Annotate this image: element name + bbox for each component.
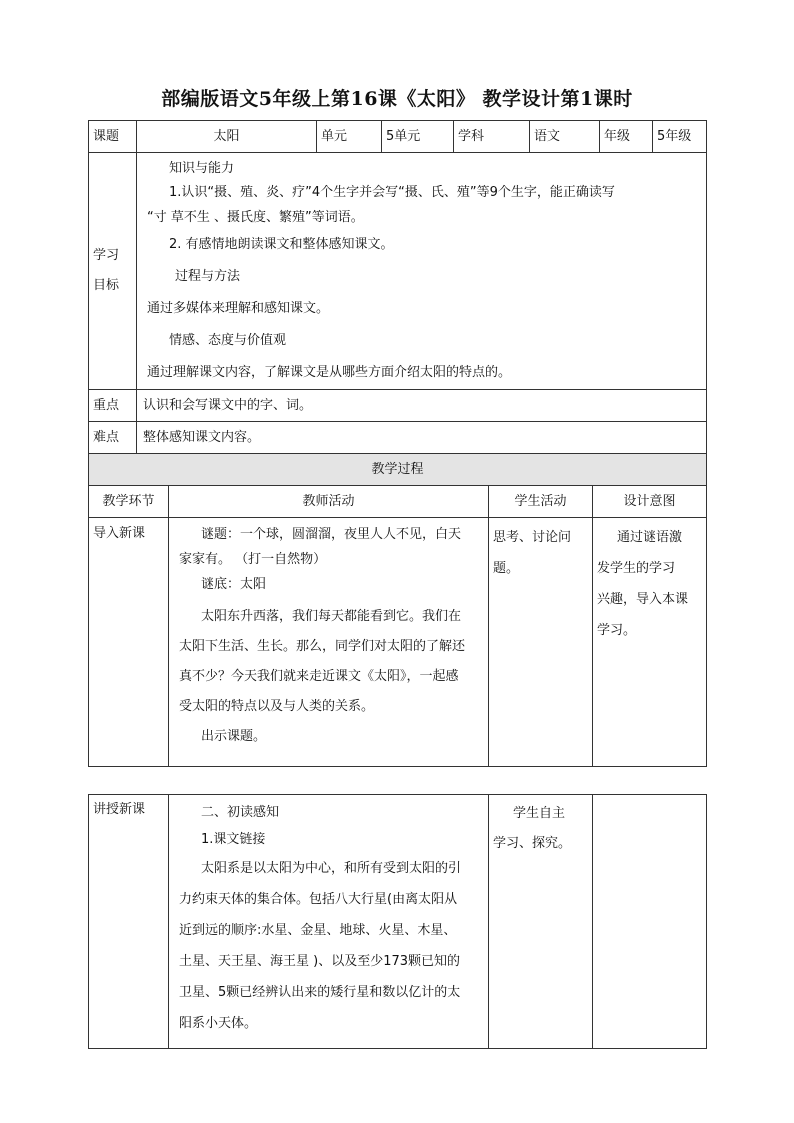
teach-line5: 卫星、5颗已经辨认出来的矮行星和数以亿计的太 <box>179 985 461 1000</box>
emotion-heading: 情感、态度与价值观 <box>169 333 287 348</box>
unit-value: 5单元 <box>382 121 454 153</box>
teach-teacher-activity <box>169 795 489 1049</box>
teach-line1: 太阳系是以太阳为中心，和所有受到太阳的引 <box>201 861 462 876</box>
teach-stage: 讲授新课 <box>89 795 169 1049</box>
col-stage: 教学环节 <box>89 486 169 518</box>
key-point-row <box>89 390 707 422</box>
intro-para-line2: 太阳下生活、生长。那么，同学们对太阳的了解还 <box>179 639 466 654</box>
objectives-row <box>89 153 707 390</box>
teach-sub: 1.课文链接 <box>201 832 266 847</box>
riddle-line1: 谜题：一个球，圆溜溜，夜里人人不见，白天 <box>201 527 462 542</box>
info-row <box>89 121 707 153</box>
teach-heading: 二、初读感知 <box>201 805 280 820</box>
objective-item1-line2: “寸 草不生 、摄氏度、繁殖”等词语。 <box>147 210 364 225</box>
process-text: 通过多媒体来理解和感知课文。 <box>147 301 330 316</box>
lesson-value: 太阳 <box>137 121 317 153</box>
difficulty-label: 难点 <box>89 422 137 454</box>
objectives-label: 学习 目标 <box>89 153 137 390</box>
process-header-row <box>89 454 707 486</box>
teach-design-intent <box>593 795 707 1049</box>
riddle-answer: 谜底：太阳 <box>201 577 267 592</box>
teach-line2: 力约束天体的集合体。包括八大行星(由离太阳从 <box>179 892 458 907</box>
teach-row <box>89 795 707 1049</box>
col-intent: 设计意图 <box>593 486 707 518</box>
unit-label: 单元 <box>317 121 382 153</box>
process-columns-row <box>89 486 707 518</box>
riddle-line2: 家家有。 （打一自然物） <box>179 552 327 567</box>
process-section-header: 教学过程 <box>89 454 707 486</box>
intro-design-intent: 通过谜语激 发学生的学习 兴趣，导入本课 学习。 <box>593 518 707 767</box>
process-table-continued <box>88 794 707 1049</box>
teach-line3: 近到远的顺序:水星、金星、地球、火星、木星、 <box>179 923 457 938</box>
intro-para-line3: 真不少？今天我们就来走近课文《太阳》，一起感 <box>179 669 459 684</box>
subject-value: 语文 <box>530 121 600 153</box>
intro-show-title: 出示课题。 <box>201 729 267 744</box>
intro-para-line1: 太阳东升西落，我们每天都能看到它。我们在 <box>201 609 462 624</box>
knowledge-heading: 知识与能力 <box>169 161 235 176</box>
intro-para-line4: 受太阳的特点以及与人类的关系。 <box>179 699 375 714</box>
difficulty-text: 整体感知课文内容。 <box>137 422 707 454</box>
lesson-info-table <box>88 120 707 454</box>
grade-label: 年级 <box>600 121 653 153</box>
process-heading: 过程与方法 <box>175 269 241 284</box>
teach-line4: 土星、天王星、海王星 )、以及至少173颗已知的 <box>179 954 461 969</box>
lesson-label: 课题 <box>89 121 137 153</box>
teach-student-activity: 学生自主 学习、探究。 <box>489 795 593 1049</box>
intro-row <box>89 518 707 767</box>
emotion-text: 通过理解课文内容，了解课文是从哪些方面介绍太阳的特点的。 <box>147 365 512 380</box>
difficulty-row <box>89 422 707 454</box>
objectives-content <box>137 153 707 390</box>
key-point-label: 重点 <box>89 390 137 422</box>
intro-student-activity: 思考、讨论问 题。 <box>489 518 593 767</box>
teach-line6: 阳系小天体。 <box>179 1016 258 1031</box>
process-table <box>88 453 707 767</box>
col-teacher: 教师活动 <box>169 486 489 518</box>
objective-item2: 2. 有感情地朗读课文和整体感知课文。 <box>169 237 394 252</box>
page-title: 部编版语文5年级上第16课《太阳》 教学设计第1课时 <box>161 88 633 110</box>
objective-item1-line1: 1.认识“摄、殖、炎、疗”4个生字并会写“摄、氏、殖”等9个生字，能正确读写 <box>169 185 615 200</box>
key-point-text: 认识和会写课文中的字、词。 <box>137 390 707 422</box>
subject-label: 学科 <box>454 121 530 153</box>
intro-teacher-activity <box>169 518 489 767</box>
col-student: 学生活动 <box>489 486 593 518</box>
intro-stage: 导入新课 <box>89 518 169 767</box>
grade-value: 5年级 <box>653 121 707 153</box>
